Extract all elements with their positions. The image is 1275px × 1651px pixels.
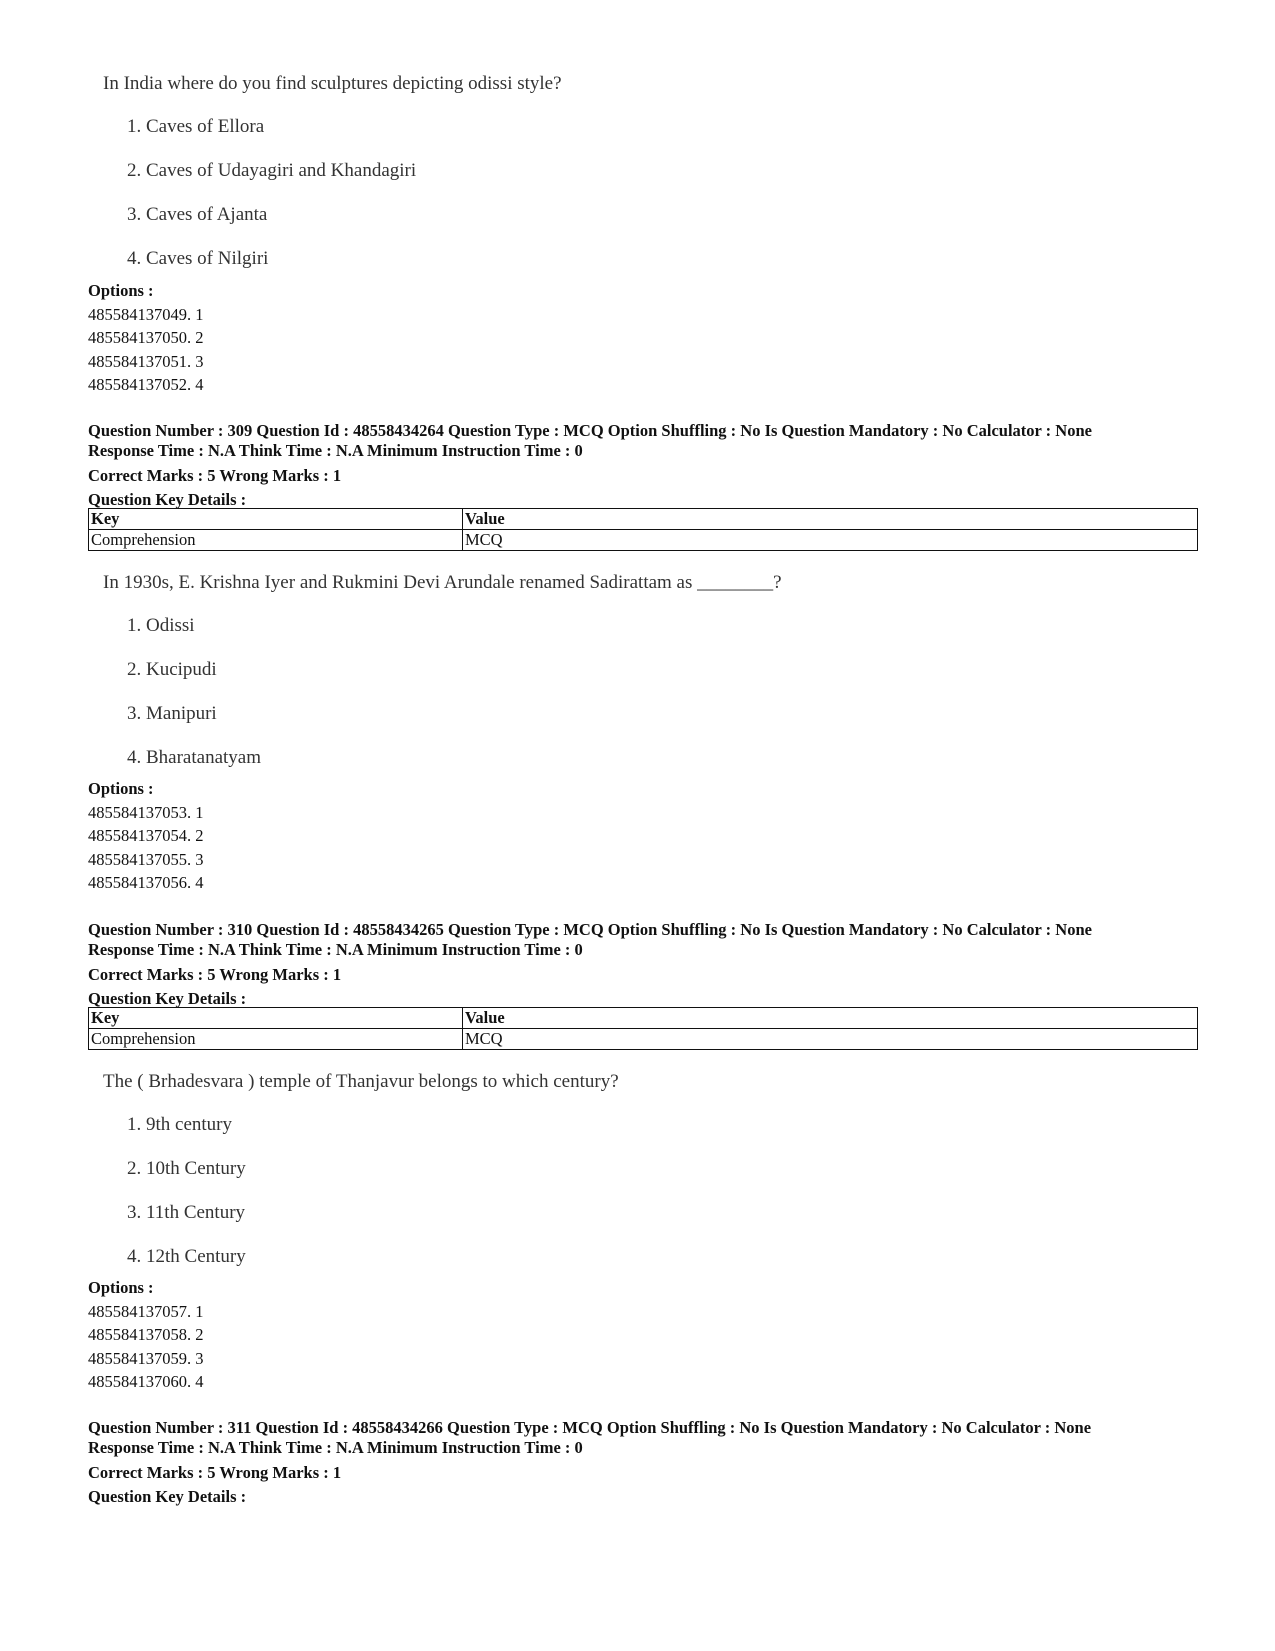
choice-item: 3. 11th Century (127, 1202, 246, 1223)
question-310-body (88, 1070, 1188, 1269)
choice-item: 2. Kucipudi (127, 659, 217, 680)
key-details-label: Question Key Details : (88, 1486, 247, 1506)
question-311-header (88, 1418, 1198, 1508)
marks-line: Correct Marks : 5 Wrong Marks : 1 (88, 466, 342, 485)
marks-line: Correct Marks : 5 Wrong Marks : 1 (88, 1463, 342, 1482)
option-item: 485584137059. 3 (88, 1348, 204, 1368)
option-item: 485584137054. 2 (88, 826, 204, 845)
question-text: In 1930s, E. Krishna Iyer and Rukmini Devi Arundale renamed Sadirattam as ________? (103, 572, 782, 593)
question-meta-line: Question Number : 309 Question Id : 48558434264 Question Type : MCQ Option Shuffling : No Is Question Mandatory : No Calculator : None (88, 421, 1092, 440)
option-item: 485584137058. 2 (88, 1325, 204, 1344)
option-item: 485584137052. 4 (88, 375, 204, 394)
question-310-header (88, 920, 1198, 1010)
question-308-body (88, 72, 1188, 271)
choice-list (88, 614, 1188, 770)
question-meta-line: Question Number : 311 Question Id : 48558434266 Question Type : MCQ Option Shuffling : No Is Question Mandatory : No Calculator : None (88, 1418, 1092, 1437)
options-list (88, 279, 204, 397)
option-item: 485584137056. 4 (88, 873, 204, 892)
table-header-row (89, 1008, 1198, 1029)
table-row (89, 1029, 1198, 1050)
choice-item: 2. Caves of Udayagiri and Khandagiri (127, 160, 417, 181)
options-list (88, 777, 204, 895)
question-meta-line: Response Time : N.A Think Time : N.A Minimum Instruction Time : 0 (88, 441, 583, 460)
table-cell-value: MCQ (463, 530, 1198, 551)
option-item: 485584137057. 1 (88, 1301, 204, 1321)
options-label: Options : (88, 281, 154, 300)
key-details-label: Question Key Details : (88, 988, 247, 1008)
table-cell-value: MCQ (463, 1029, 1198, 1050)
key-details-table (88, 508, 1198, 551)
question-309-body (88, 571, 1188, 770)
choice-item: 3. Caves of Ajanta (127, 204, 268, 225)
choice-item: 1. Odissi (127, 615, 195, 636)
choice-item: 4. Bharatanatyam (127, 747, 262, 768)
table-header-key: Key (89, 509, 463, 530)
choice-list (88, 115, 1188, 271)
table-header-value: Value (463, 509, 1198, 530)
key-details-label: Question Key Details : (88, 489, 247, 509)
choice-list (88, 1113, 1188, 1269)
table-cell-key: Comprehension (89, 1029, 463, 1050)
question-meta-line: Question Number : 310 Question Id : 48558434265 Question Type : MCQ Option Shuffling : No Is Question Mandatory : No Calculator : None (88, 920, 1092, 939)
choice-item: 1. 9th century (127, 1114, 233, 1135)
option-item: 485584137050. 2 (88, 328, 204, 347)
choice-item: 3. Manipuri (127, 703, 217, 724)
question-meta-line: Response Time : N.A Think Time : N.A Minimum Instruction Time : 0 (88, 940, 583, 959)
choice-item: 1. Caves of Ellora (127, 116, 265, 137)
question-text: The ( Brhadesvara ) temple of Thanjavur belongs to which century? (103, 1071, 619, 1092)
marks-line: Correct Marks : 5 Wrong Marks : 1 (88, 965, 342, 984)
table-header-row (89, 509, 1198, 530)
table-row (89, 530, 1198, 551)
key-details-table (88, 1007, 1198, 1050)
option-item: 485584137060. 4 (88, 1372, 204, 1391)
table-header-key: Key (89, 1008, 463, 1029)
choice-item: 2. 10th Century (127, 1158, 246, 1179)
option-item: 485584137051. 3 (88, 351, 204, 371)
choice-item: 4. Caves of Nilgiri (127, 248, 269, 269)
options-list (88, 1276, 204, 1394)
options-label: Options : (88, 1278, 154, 1297)
table-cell-key: Comprehension (89, 530, 463, 551)
option-item: 485584137053. 1 (88, 802, 204, 822)
question-text: In India where do you find sculptures depicting odissi style? (103, 73, 562, 94)
option-item: 485584137055. 3 (88, 849, 204, 869)
choice-item: 4. 12th Century (127, 1246, 246, 1267)
option-item: 485584137049. 1 (88, 304, 204, 324)
question-meta-line: Response Time : N.A Think Time : N.A Minimum Instruction Time : 0 (88, 1438, 583, 1457)
table-header-value: Value (463, 1008, 1198, 1029)
options-label: Options : (88, 779, 154, 798)
question-309-header (88, 421, 1198, 511)
